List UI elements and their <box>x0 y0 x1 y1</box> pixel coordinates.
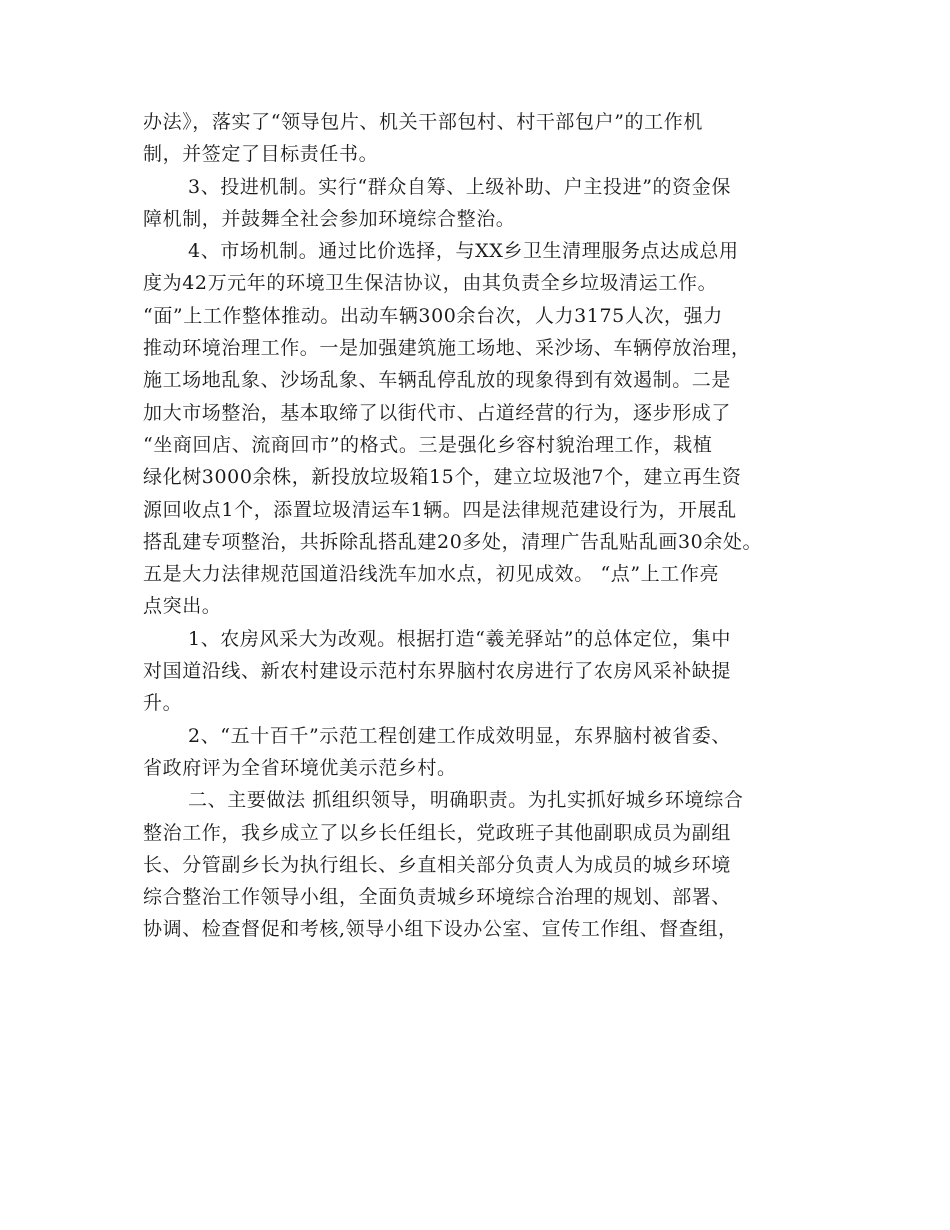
text-line: 省政府评为全省环境优美示范乡村。 <box>143 756 457 779</box>
document-body <box>143 106 813 946</box>
text-line: 整治工作，我乡成立了以乡长任组长，党政班子其他副职成员为副组 <box>143 821 732 844</box>
text-line: 施工场地乱象、沙场乱象、车辆乱停乱放的现象得到有效遏制。二是 <box>143 369 732 392</box>
text-line: 搭乱建专项整治，共拆除乱搭乱建20多处，清理广告乱贴乱画30余处。 <box>143 530 763 553</box>
text-line: “坐商回店、流商回市”的格式。三是强化乡容村貌治理工作，栽植 <box>143 433 713 456</box>
text-line: 加大市场整治，基本取缔了以街代市、占道经营的行为，逐步形成了 <box>143 401 732 424</box>
text-line: 点突出。 <box>143 595 222 618</box>
text-line: 2、“五十百千”示范工程创建工作成效明显，东界脑村被省委、 <box>188 724 731 747</box>
text-line: 协调、检查督促和考核,领导小组下设办公室、宣传工作组、督查组， <box>143 918 738 941</box>
text-line: 绿化树3000余株，新投放垃圾箱15个，建立垃圾池7个，建立再生资 <box>143 466 742 489</box>
text-line: 五是大力法律规范国道沿线洗车加水点，初见成效。 “点”上工作亮 <box>143 563 720 586</box>
text-line: “面”上工作整体推动。出动车辆300余台次，人力3175人次，强力 <box>143 304 723 327</box>
text-line: 源回收点1个，添置垃圾清运车1辆。四是法律规范建设行为，开展乱 <box>143 498 737 521</box>
text-line: 长、分管副乡长为执行组长、乡直相关部分负责人为成员的城乡环境 <box>143 853 732 876</box>
text-line: 3、投进机制。实行“群众自筹、上级补助、户主投进”的资金保 <box>188 175 731 198</box>
text-line: 障机制，并鼓舞全社会参加环境综合整治。 <box>143 207 516 230</box>
text-line: 综合整治工作领导小组，全面负责城乡环境综合治理的规划、部署、 <box>143 886 732 909</box>
text-line: 二、主要做法 抓组织领导，明确职责。为扎实抓好城乡环境综合 <box>188 789 744 812</box>
text-line: 办法》，落实了“领导包片、机关干部包村、村干部包户”的工作机 <box>143 111 703 133</box>
text-line: 升。 <box>143 692 183 715</box>
text-line: 4、市场机制。通过比价选择，与XX乡卫生清理服务点达成总用 <box>188 240 739 263</box>
text-line: 度为42万元年的环境卫生保洁协议，由其负责全乡垃圾清运工作。 <box>143 272 718 295</box>
text-line: 制，并签定了目标责任书。 <box>143 143 379 166</box>
text-line: 1、农房风采大为改观。根据打造“羲羌驿站”的总体定位，集中 <box>188 627 731 650</box>
text-line: 推动环境治理工作。一是加强建筑施工场地、采沙场、车辆停放治理， <box>143 337 751 360</box>
text-line: 对国道沿线、新农村建设示范村东界脑村农房进行了农房风采补缺提 <box>143 660 732 683</box>
